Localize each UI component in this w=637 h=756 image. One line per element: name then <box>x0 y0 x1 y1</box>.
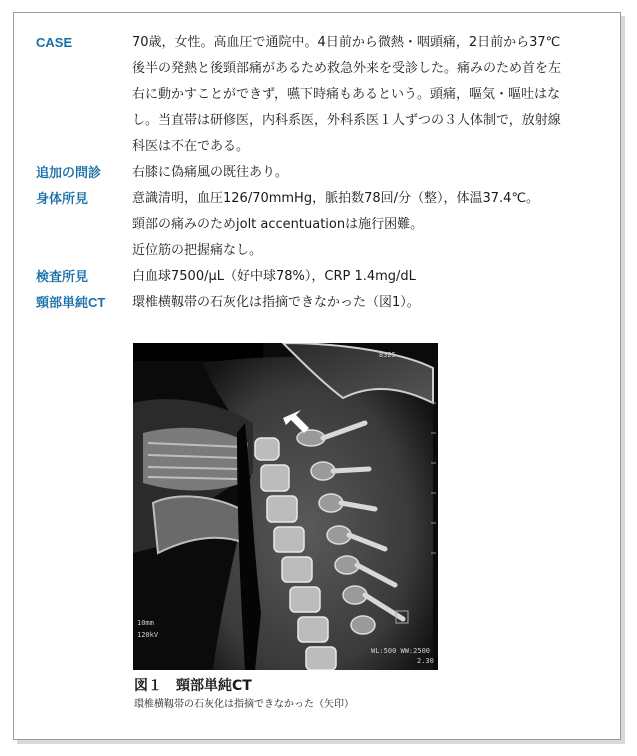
ct-overlay-left-1: 10mm <box>137 619 154 627</box>
case-line: 後半の発熱と後頸部痛があるため救急外来を受診した。痛みのため首を左 <box>132 61 562 76</box>
ct-overlay-right-1: WL:500 WW:2500 <box>371 647 431 655</box>
case-label: CASE <box>36 35 73 50</box>
exam-label: 身体所見 <box>36 191 89 206</box>
history-label: 追加の問診 <box>36 165 102 180</box>
ct-text: 環椎横靱帯の石灰化は指摘できなかった（図1）。 <box>132 295 420 310</box>
ct-image <box>133 343 438 670</box>
ct-overlay-right-2: 2.30 <box>417 657 434 665</box>
labs-text: 白血球7500/μL（好中球78%），CRP 1.4mg/dL <box>132 269 416 284</box>
exam-line: 近位筋の把握痛なし。 <box>132 243 263 258</box>
ct-label: 頸部単純CT <box>36 295 106 310</box>
exam-line: 意識清明，血圧126/70mmHg，脈拍数78回/分（整），体温37.4℃。 <box>132 191 540 206</box>
case-line: 科医は不在である。 <box>132 139 250 154</box>
case-line: 右に動かすことができず，嚥下時痛もあるという。頭痛，嘔気・嘔吐はな <box>132 87 560 102</box>
exam-text <box>132 186 588 264</box>
exam-line: 頸部の痛みのためjolt accentuationは施行困難。 <box>132 217 424 232</box>
ct-overlay-top-right: 8325 <box>379 351 396 359</box>
figure-caption-sub: 環椎横靱帯の石灰化は指摘できなかった（矢印） <box>134 699 354 710</box>
case-line: 70歳，女性。高血圧で通院中。4日前から微熱・咽頭痛，2日前から37℃ <box>132 35 561 50</box>
history-text: 右膝に偽痛風の既往あり。 <box>132 165 289 180</box>
case-line: し。当直帯は研修医，内科系医，外科系医１人ずつの３人体制で，放射線 <box>132 113 561 128</box>
labs-label: 検査所見 <box>36 269 89 284</box>
figure-caption-title: 図１ 頸部単純CT <box>134 678 252 694</box>
ct-overlay-left-2: 120kV <box>137 631 159 639</box>
case-text <box>132 30 588 160</box>
